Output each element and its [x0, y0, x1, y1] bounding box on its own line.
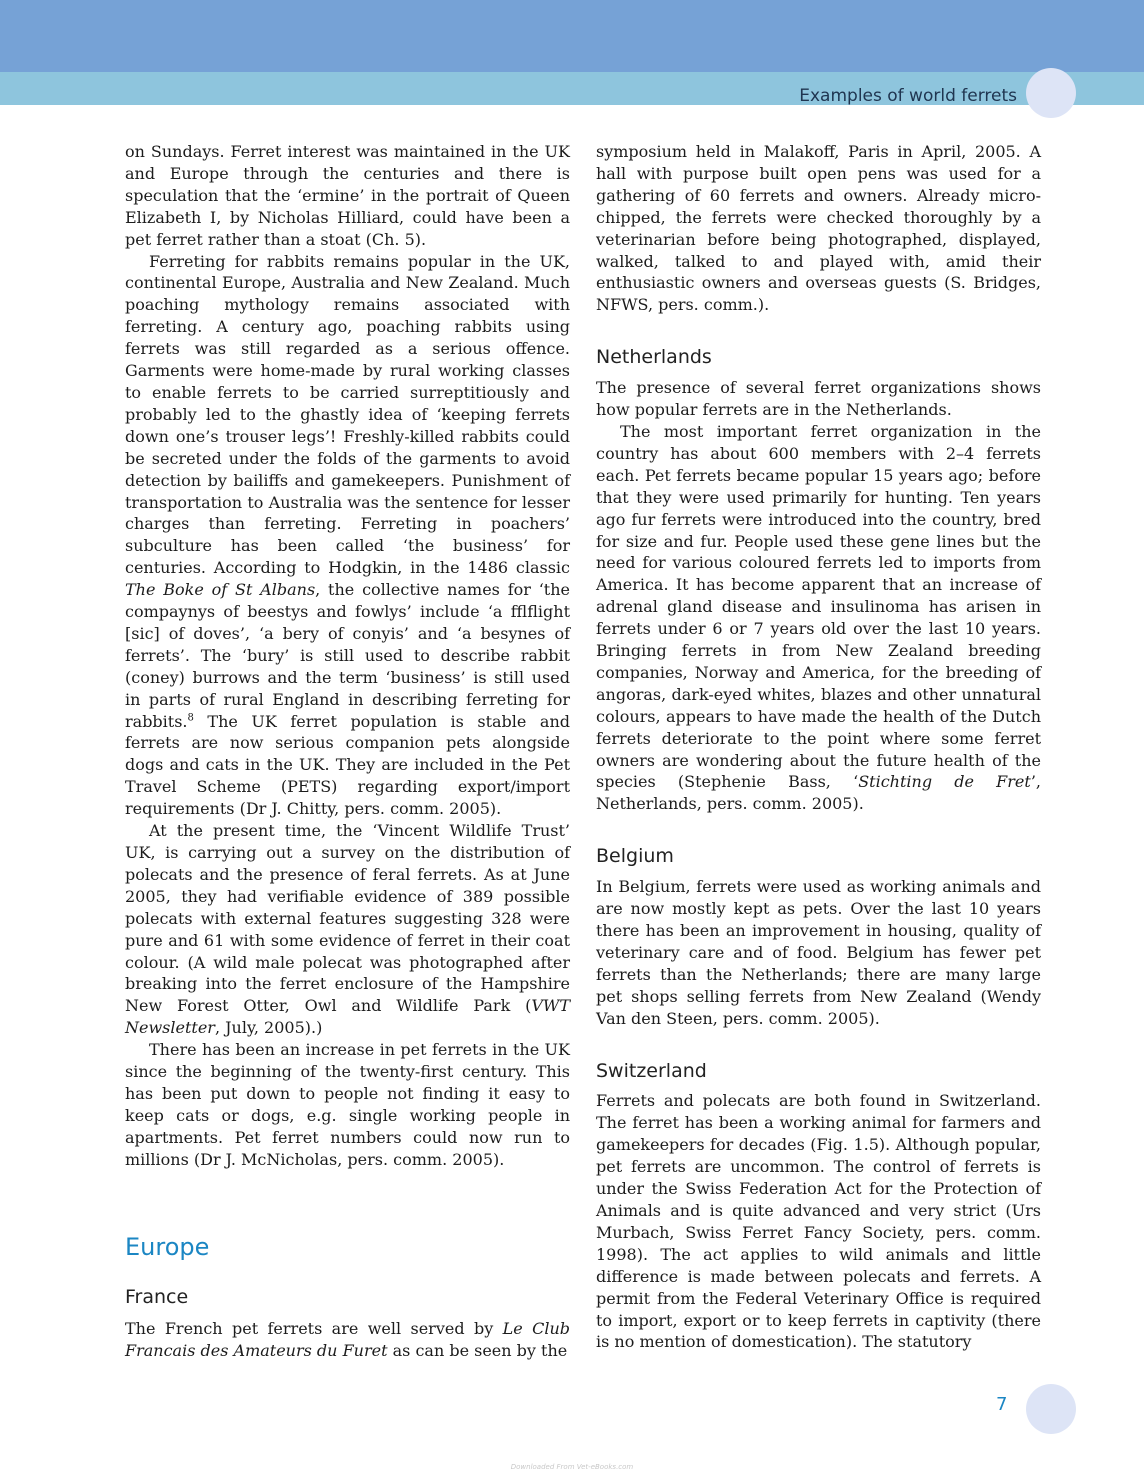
text-run: The most important ferret organization in the country has about 600 members with 2–4 ferrets each. Pet ferrets became popular 15 years ago; before that they were used primarily for hunting. Ten years ago fur ferrets were introduced into the country, bred for size and fur. People used these gene lines but the need for various coloured ferrets led to imports from America. It has become apparent that an increase of adrenal gland disease and insulinoma has arisen in ferrets under 6 or 7 years old over the last 10 years. Bringing ferrets in from New Zealand breeding companies, Norway and America, for the breeding of angoras, dark-eyed whites, blazes and other unnatural colours, appears to have made the health of the Dutch ferrets deteriorate to the point where some ferret owners are wondering about the future health of the species (Stephenie Bass, ‘: [596, 421, 1041, 792]
header-band-top: [0, 0, 1144, 72]
text-run: The French pet ferrets are well served by: [125, 1319, 503, 1339]
paragraph: There has been an increase in pet ferrets in the UK since the beginning of the twenty-first century. This has been put down to people not finding it easy to keep cats or dogs, e.g. single working people in apartments. Pet ferret numbers could now run to millions (Dr J. McNicholas, pers. comm. 2005).: [125, 1040, 570, 1169]
paragraph: [125, 820, 570, 1039]
italic-title: The Boke of St Albans: [125, 580, 316, 600]
subheading-netherlands: Netherlands: [596, 346, 712, 369]
paragraph: [125, 1318, 570, 1362]
footer-credit: Downloaded From Vet-eBooks.com: [510, 1463, 634, 1471]
text-run: , the collective names for ‘the compaynys of beestys and fowlys’ include ‘a fflflight [sic] of doves’, ‘a bery of conyis’ and ‘a besynes of ferrets’. The ‘bury’ is still used to describe rabbit (coney) burrows and the term ‘business’ is still used in parts of rural England in describing ferreting for rabbits.: [125, 580, 570, 731]
italic-title: Stichting de Fret: [858, 772, 1031, 792]
paragraph: Ferrets and polecats are both found in Switzerland. The ferret has been a working animal for farmers and gamekeepers for decades (Fig. 1.5). Although popular, pet ferrets are uncommon. The control of ferrets is under the Swiss Federation Act for the Protection of Animals and is quite advanced and very strict (Urs Murbach, Swiss Ferret Fancy Society, pers. comm. 1998). The act applies to wild animals and little difference is made between polecats and ferrets. A permit from the Federal Veterinary Office is required to import, export or to keep ferrets in captivity (there is no mention of domestication). The statutory: [596, 1091, 1041, 1352]
text-run: Ferreting for rabbits remains popular in the UK, continental Europe, Australia and New Zealand. Much poaching mythology remains associated with ferreting. A century ago, poaching rabbits using ferrets was still regarded as a serious offence. Garments were home-made by rural working classes to enable ferrets to be carried surreptitiously and probably led to the ghastly idea of ‘keeping ferrets down one’s trouser legs’! Freshly-killed rabbits could be secreted under the folds of the garments to avoid detection by bailiffs and gamekeepers. Punishment of transportation to Australia was the sentence for lesser charges than ferreting. Ferreting in poachers’ subculture has been called ‘the business’ for centuries. According to Hodgkin, in the 1486 classic: [125, 251, 570, 578]
section-heading-europe: Europe: [125, 1232, 210, 1261]
italic-title: VWT Newsletter: [125, 996, 570, 1038]
footnote-ref[interactable]: 8: [187, 712, 194, 724]
text-run: The UK ferret population is stable and ferrets are now serious companion pets alongside dogs and cats in the UK. They are included in the Pet Travel Scheme (PETS) regarding export/import requirements (Dr J. Chitty, pers. comm. 2005).: [125, 711, 570, 819]
paragraph: The presence of several ferret organizations shows how popular ferrets are in the Netherlands.: [596, 378, 1041, 420]
subheading-switzerland: Switzerland: [596, 1059, 707, 1082]
header-circle-decoration: [1026, 68, 1076, 118]
text-run: At the present time, the ‘Vincent Wildlife Trust’ UK, is carrying out a survey on the distribution of polecats and the presence of feral ferrets. As at June 2005, they had verifiable evidence of 389 possible polecats with external features suggesting 328 were pure and 61 with some evidence of ferret in their coat colour. (A wild male polecat was photographed after breaking into the ferret enclosure of the Hampshire New Forest Otter, Owl and Wildlife Park (: [125, 821, 570, 1016]
text-run: , July, 2005).): [214, 1018, 323, 1038]
subheading-france: France: [125, 1285, 189, 1308]
paragraph: In Belgium, ferrets were used as working animals and are now mostly kept as pets. Over the last 10 years there has been an improvement in housing, quality of veterinary care and of food. Belgium has fewer pet ferrets than the Netherlands; there are many large pet shops selling ferrets from New Zealand (Wendy Van den Steen, pers. comm. 2005).: [596, 877, 1041, 1028]
subheading-belgium: Belgium: [596, 845, 674, 868]
right-column: [596, 141, 1041, 1353]
paragraph: on Sundays. Ferret interest was maintained in the UK and Europe through the centuries and there is speculation that the ‘ermine’ in the portrait of Queen Elizabeth I, by Nicholas Hilliard, could have been a pet ferret rather than a stoat (Ch. 5).: [125, 142, 570, 249]
paragraph: symposium held in Malakoff, Paris in April, 2005. A hall with purpose built open pens was used for a gathering of 60 ferrets and owners. Already micro-chipped, the ferrets were checked thoroughly by a veterinarian before being photographed, displayed, walked, talked to and played with, amid their enthusiastic owners and overseas guests (S. Bridges, NFWS, pers. comm.).: [596, 142, 1041, 315]
running-head: Examples of world ferrets: [799, 86, 1017, 106]
paragraph: [596, 421, 1041, 815]
text-run: ’, Netherlands, pers. comm. 2005).: [596, 772, 1041, 814]
left-column: [125, 141, 570, 1362]
text-run: as can be seen by the: [387, 1341, 568, 1361]
paragraph: [125, 251, 570, 821]
page-number: 7: [996, 1394, 1008, 1415]
italic-title: Le Club Francais des Amateurs du Furet: [125, 1319, 570, 1361]
footer-circle-decoration: [1026, 1384, 1076, 1434]
